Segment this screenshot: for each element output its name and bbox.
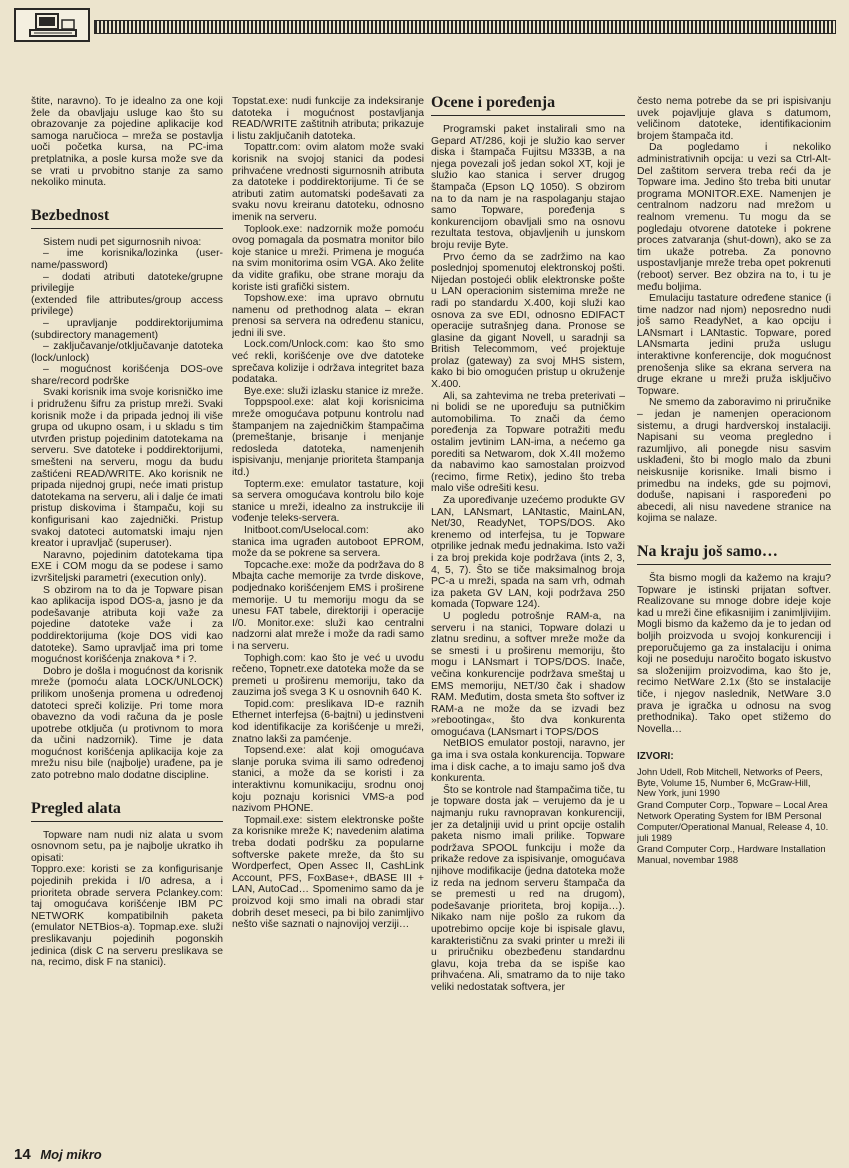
list-item: – ime korisnika/lozinka (user-name/password): [31, 248, 223, 271]
paragraph: Ne smemo da zaboravimo ni priručnike – jedan je namenjen operacionom sistemu, a drugi hardverskoj instalaciji. Napisani su veoma pregledno i razumljivo, ali ponegde nisu sasvim usklađeni, što bi moglo malo da zbuni neiskusnije korisnike. Imali bismo i primedbu na indeks, gde su pojmovi, doduše, napisani i raspoređeni po abecedi, ali nisu navedene stranice na kojima se nalaze.: [637, 397, 831, 525]
source-item: Grand Computer Corp., Topware – Local Area Network Operating System for IBM Personal Computer/Operational Manual, Release 4, 10. juli 1989: [637, 799, 829, 843]
paragraph: Toplook.exe: nadzornik može pomoću ovog pomagala da posmatra monitor bilo koje stanice u mreži. Primena je moguća na svim monitorima osim VGA. Ako želite da vidite grafiku, obe strane moraju da koriste isti grafički sistem.: [232, 223, 424, 293]
paragraph: U pogledu potrošnje RAM-a, na serveru i na stanici, Topware dolazi u zlatnu sredinu, a softver mreže može da se smesti i u proširenu memoriju, što mogu i LANsmart i TOPS/DOS. Inače, večina konkurencije podržava smeštaj u EMS memoriju, NET/30 čak i shadow RAM. Međutim, dosta smeta što softver iz RAM-a ne može da se izvadi bez »rebootinga«, što dva konkurenta omogućava (LANsmart i TOPS/DOS: [431, 610, 625, 738]
paragraph: Toppspool.exe: alat koji korisnicima mreže omogućava potpunu kontrolu nad štampanjem na zajedničkim štampačima (premeštanje, brisanje i menjanje redosleda datoteka, namenjenih ispisivanju, menjanje prioriteta štampanja itd.): [232, 397, 424, 478]
section-heading-conclusion: Na kraju još samo…: [637, 543, 831, 565]
paragraph: Naravno, pojedinim datotekama tipa EXE i COM mogu da se podese i samo izvršiteljski parametri (execution only).: [31, 549, 223, 584]
column-3: [431, 124, 625, 1124]
paragraph: Šta bismo mogli da kažemo na kraju? Topware je istinski prijatan softver. Realizovane su mnoge dobre ideje koje kad u mreži čine efikasnijim i zanimljivijim. Mogli bismo da kažemo da je to jedan od boljih proizvoda u svojoj konkurenciji i preporučujemo ga za instalaciju i onima koji ne poseduju naročito bogato iskustvo sa složenijim proizvodima, kao što je, recimo NetWare 2.1x (što se instalacije tiče, i njegov naslednik, NetWare 3.0 prava je igračka u odnosu na svog prethodnika). Tako opet stižemo do Novella…: [637, 572, 831, 735]
section-heading-security: Bezbednost: [31, 207, 223, 229]
paragraph: Svaki korisnik ima svoje korisničko ime i pridruženu šifru za pristup mreži. Svaki korisnik može i da pripada jednoj ili više grupa od ukupno osam, i u skladu s tim utvrđen pristup pojedinim datotekama na serveru. Sve datoteke i poddirektorijumi, smešteni na serveru, mogu da budu zaštićeni READ/WRITE. Ako korisnik ne pripada nijednoj grupi, neće imati pristup datotekama na serveru, ali i dalje će imati pristup diskovima i štampaču, koji su konfigurisani kao zajednički. Pristup svakoj datoteci automatski imaju njen kreator i upravljač (superuser).: [31, 387, 223, 550]
paragraph: Bye.exe: služi izlasku stanice iz mreže.: [244, 385, 424, 397]
paragraph: Ali, sa zahtevima ne treba preterivati – ni bolidi se ne upoređuju sa putničkim automobilima. To znači da ćemo poređenja za Topware potražiti među ostalim jevtinim LAN-ima, a nećemo ga porediti sa Netwarom, dok X.4II možemo da nabavimo kao samostalan proizvod (recimo, firme Retix), jedino što treba malo više odrešiti kesu.: [431, 390, 625, 495]
computer-icon: [22, 12, 84, 40]
source-item: John Udell, Rob Mitchell, Networks of Peers, Byte, Volume 15, Number 6, McGraw-Hill, New York, juni 1990: [637, 765, 823, 799]
section-heading-tools: Pregled alata: [31, 800, 223, 822]
masthead: [14, 8, 836, 42]
paragraph: Programski paket instalirali smo na Gepard AT/286, koji je služio kao server diska i štampača Fujitsu M333B, a na njega povezali još jedan sokol XT, koji je služio kao stanica i server drugog štampača (Epson LQ 1050). S obzirom na to da nam je na raspolaganju stajao samo Topware, poređenja s konkurencijom obavljali smo na osnovu rezultata testova, objavljenih u junskom broju revije Byte.: [431, 124, 625, 251]
paragraph: Što se kontrole nad štampačima tiče, tu je topware dosta jak – verujemo da je u najmanju ruku ravnopravan konkurenciji, jer za detaljniji uvid u print opcije ostalih paketa nismo imali prilike. Topware podržava SPOOL funkciju i može da prikaže redove za ispisivanje, omogućava njihove modifikacije (jedna datoteka može iz reda na jednom serveru štampača da se premesti u red na drugom), podešavanje prioriteta, broj kopija…). Nikako nam nije pošlo za rukom da upotrebimo opcije koje bi ispisale glavu, karakterističnu za svaki printer u mreži ili u priručniku obezbeđenu standardnu glavu, koja treba da se ispiše kao prihvaćena. Ali, smatramo da to nije tako veliki nedostatak softvera, jer: [431, 784, 625, 993]
list-item: – zaključavanje/otključavanje datoteka (lock/unlock): [31, 341, 223, 364]
paragraph: S obzirom na to da je Topware pisan kao aplikacija ispod DOS-a, jasno je da podešavanje atributa koji važe za pojedine datoteke važe i za poddirektorijuma (koje DOS vidi kao datoteke). Samo upravljač ima pri tome mogućnost korišćenja znakova * i ?.: [31, 584, 223, 666]
paragraph: Za upoređivanje uzećemo produkte GV LAN, LANsmart, LANtastic, MainLAN, Net/30, ReadyNet, TOPS/DOS. Ako krenemo od interfejsa, tu je Topware otprilike jednak među jednakima. Isto važi i za broj prekida koje podržava (ints 2, 3, 4, 5, 7). Što se tiče maksimalnog broja PC-a u mreži, spada na sam vrh, odmah iza paketa GV LAN, koji podržava 250 komada (Topware 124).: [431, 495, 625, 611]
header-stripe-bar: [94, 20, 836, 34]
paragraph: Emulaciju tastature određene stanice (i time nadzor nad njom) neposredno nudi još samo ReadyNet, a kao opciju i LANsmart i LANtastic. Topware, pored LANsmarta jedini pruža uslugu interaktivne konferencije, dok mogućnost prenošenja slike sa ekrana servera na druge ekrane u mreži pruža isključivo Topware.: [637, 293, 831, 397]
paragraph: Sistem nudi pet sigurnosnih nivoa:: [43, 236, 202, 248]
paragraph: Tophigh.com: kao što je već u uvodu rečeno, Topnetr.exe datoteka može da se premeti u proširenu memoriju, tako da zauzima još svega 3 K u osnovnih 640 K.: [232, 652, 424, 699]
page-footer: [14, 1146, 102, 1163]
paragraph: Da pogledamo i nekoliko administrativnih opcija: u vezi sa Ctrl-Alt-Del zaštitom servera treba reći da je Topware ima. Jedino što treba biti unutar programa MONITOR.EXE. Namenjen je centralnom nadzoru nad mrežom u realnom vremenu. Tu mogu da se pogledaju otvorene datoteke i pokrene proces zatvaranja (shut-down), ako se za tim ukaže potreba. Za ponovno uspostavljanje mreže treba opet pokrenuti (reboot) server. Bez obzira na to, i tu je među boljima.: [637, 142, 831, 293]
page-number: 14: [14, 1146, 31, 1163]
column-4: [637, 96, 831, 1126]
section-heading-ratings: Ocene i poređenja: [431, 94, 625, 116]
list-item: (extended file attributes/group access privilege): [31, 294, 223, 318]
paragraph: Toppro.exe: koristi se za konfigurisanje pojedinih prekida i I/0 adresa, a i prioriteta obrade servera Pclankey.com: taj omogućava korišćenje IBM PC NETWORK kompatibilnih paketa (emulator NETBios-a). Topmap.exe. služi preslikavanju pojedinih pogonskih jedinica (disk C na serveru preslikava se na, recimo, disk F na stanici).: [31, 864, 223, 969]
paragraph: štite, naravno). To je idealno za one koji žele da obavljaju usluge kao što su obrazovanje za pojedine aplikacije kod samoga naručioca – mreža se postavlja uoči početka kursa, na PC-ima pretplatnika, a posle kursa može sve da se vrati u prvobitno stanje za samo nekoliko minuta.: [31, 96, 223, 189]
paragraph: Topid.com: preslikava ID-e raznih Ethernet interfejsa (6-bajtni) u jedinstveni kod identifikacije za korišćenje u mreži, znatno lakši za pamćenje.: [232, 698, 424, 745]
source-item: Grand Computer Corp., Hardware Installation Manual, novembar 1988: [637, 843, 826, 866]
paragraph: Topterm.exe: emulator tastature, koji sa servera omogućava kontrolu bilo koje stanice u mreži, idealno za instrukcije ili vođenje teleks-servera.: [232, 478, 424, 525]
paragraph: NetBIOS emulator postoji, naravno, jer ga ima i sva ostala konkurencija. Topware ima i disk cache, a to imaju samo još dva konkurenta.: [431, 738, 625, 785]
computer-logo: [14, 8, 90, 42]
list-item: – dodati atributi datoteke/grupne privilegije: [31, 271, 223, 295]
paragraph: Dobro je došla i mogućnost da korisnik mreže (pomoću alata LOCK/UNLOCK) prilikom unošenja promena u određenoj datoteci spreči kolizije. Pri tome mora obavezno da vodi računa da je posle upotrebe otključa (u protivnom to mora da učini nadzornik). Time je data mogućnost korišćenja aplikacija koje za mrežu nisu bile (najbolje) urađene, pa je zato potrebno malo dodatne discipline.: [31, 665, 223, 782]
paragraph: Topsend.exe: alat koji omogućava slanje poruka svima ili samo određenoj stanici, a može da se koristi i za interaktivnu komunikaciju, srodnu onoj koju poznaju korisnici VMS-a pod nazivom PHONE.: [232, 745, 424, 815]
sources-list: [637, 767, 831, 866]
list-item: – mogućnost korišćenja DOS-ove share/record podrške: [31, 364, 223, 387]
paragraph: često nema potrebe da se pri ispisivanju uvek pojavljuje glava s datumom, veličinom datoteke, identifikacionim brojem štampača itd.: [637, 96, 831, 142]
paragraph: Topcache.exe: može da podržava do 8 Mbajta cache memorije za tvrde diskove, podjednako korišćenjem EMS i proširene memorije. U tu memoriju mogu da se unesu FAT tabele, direktoriji i operacije I/0. Monitor.exe: služi kao centralni nadzorni alat mreže i može da radi samo i na serveru.: [232, 559, 424, 652]
column-2: [232, 96, 424, 1126]
sources-title: IZVORI:: [637, 751, 674, 763]
paragraph: Initboot.com/Uselocal.com: ako stanica ima ugrađen autoboot EPROM, može da se pokrene sa servera.: [232, 524, 424, 560]
paragraph: Topmail.exe: sistem elektronske pošte za korisnike mreže K; navedenim alatima treba dodati podršku za popularne softverske pakete mreže, da što su Wordperfect, Open Assec II, CashLink Account, PFS, FoxBase+, dBASE III + LAN, AutoCad… Spomenimo samo da je proizvod koji smo imali na obradi star dobrih deset meseci, pa bi bilo zanimljivo nešto više saznati o najnovijoj verziji…: [232, 814, 424, 931]
paragraph: Topattr.com: ovim alatom može svaki korisnik na svojoj stanici da podesi prihvaćene vrednosti sigurnosnih atributa za datoteke i poddirektorijume. Ti će se atributi zatim automatski podešavati za svaku novu kreiranu datoteku, odnosno imenik na serveru.: [232, 142, 424, 223]
paragraph: Topshow.exe: ima upravo obrnutu namenu od prethodnog alata – ekran prenosi sa servera na određenu stanicu, jedni ili sve.: [232, 293, 424, 339]
paragraph: Lock.com/Unlock.com: kao što smo već rekli, korišćenje ove dve datoteke sprečava kolizije i održava integritet baza podataka.: [232, 339, 424, 386]
magazine-name: Moj mikro: [40, 1147, 102, 1162]
column-1: [31, 96, 223, 1126]
paragraph: Topstat.exe: nudi funkcije za indeksiranje datoteka i mogućnost postavljanja READ/WRITE zaštitnih atributa; prikazuje i listu zaključanih datoteka.: [232, 96, 424, 142]
paragraph: Prvo ćemo da se zadržimo na kao poslednjoj spomenutoj elektronskoj pošti. Nijedan postojeći oblik elektronske pošte u LAN operacionim sistemima mreže ne radi po standardu X.400, koji služi kao osnova za sve EDI, odnosno EDIFACT operacije sutrašnjeg dana. Pronose se glasine da gigant Novell, u saradnji sa British Telecommom, već projektuje prolaz (gateway) za svoj MHS sistem, kako bi bio omogućen pristup u okruženje X.400.: [431, 251, 625, 391]
paragraph: Topware nam nudi niz alata u svom osnovnom setu, pa je najbolje ukratko ih opisati:: [31, 829, 223, 864]
list-item: – upravljanje poddirektorijumima (subdirectory management): [31, 317, 223, 341]
